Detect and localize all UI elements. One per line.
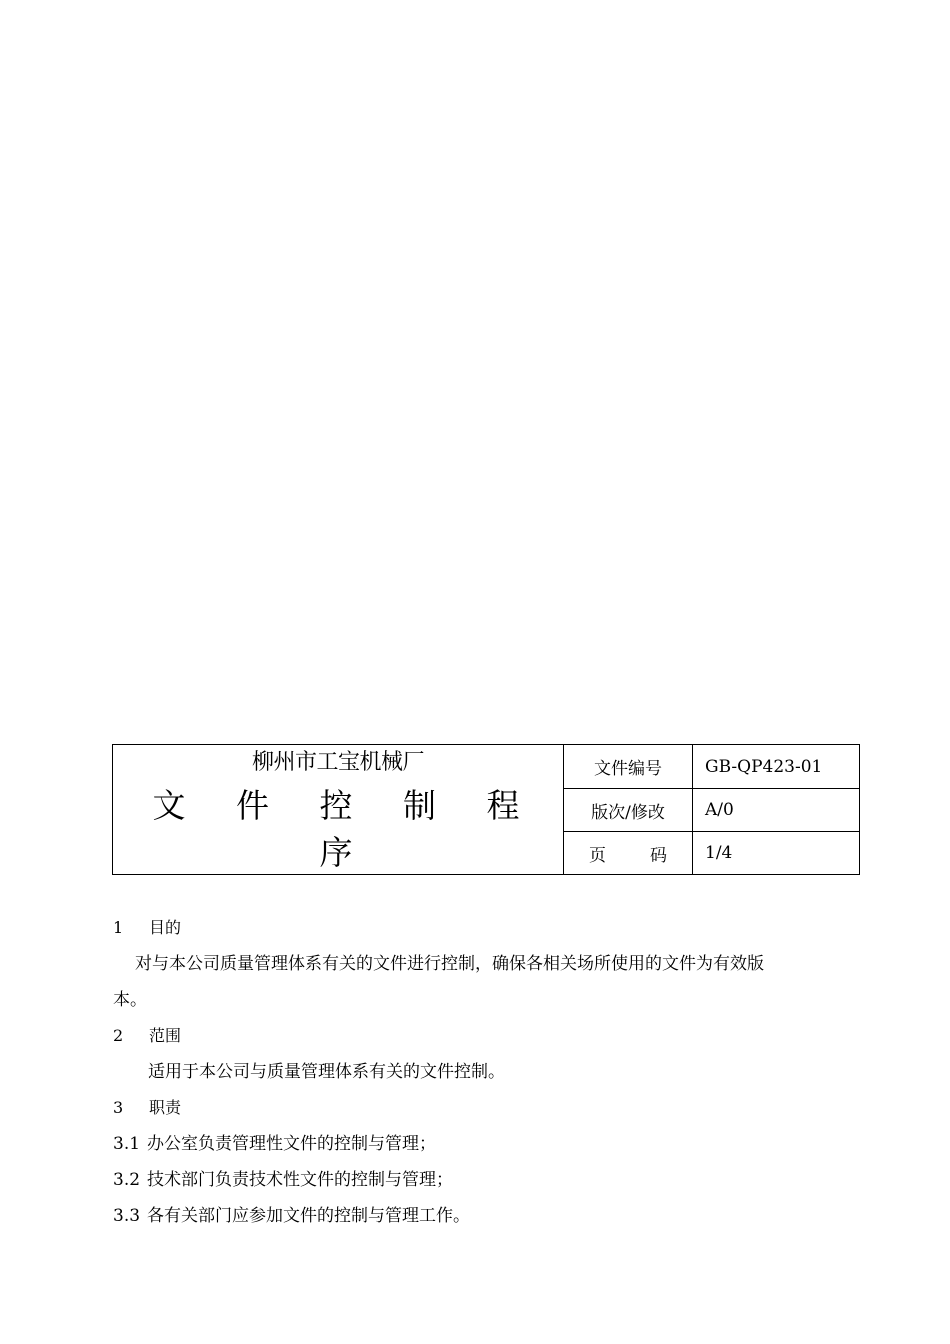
document-body — [113, 910, 861, 1234]
section-number: 2 — [113, 1026, 124, 1045]
section-heading-responsibility — [113, 1090, 861, 1126]
item-number: 3.3 — [113, 1206, 141, 1226]
revision-value: A/0 — [693, 789, 860, 832]
item-number: 3.1 — [113, 1134, 141, 1154]
document-header-table — [112, 744, 860, 875]
section-heading-purpose — [113, 910, 861, 946]
responsibility-item — [113, 1126, 861, 1162]
doc-number-label: 文件编号 — [564, 745, 693, 789]
doc-number-value: GB-QP423-01 — [693, 745, 860, 789]
purpose-body-line1: 对与本公司质量管理体系有关的文件进行控制，确保各相关场所使用的文件为有效版 — [135, 954, 764, 974]
responsibility-item — [113, 1198, 861, 1234]
item-text: 技术部门负责技术性文件的控制与管理； — [147, 1170, 453, 1190]
document-title: 文 件 控 制 程 序 — [152, 786, 540, 872]
responsibility-item — [113, 1162, 861, 1198]
page-label — [564, 832, 693, 875]
section-title: 职责 — [149, 1098, 182, 1117]
scope-body: 适用于本公司与质量管理体系有关的文件控制。 — [148, 1062, 505, 1082]
company-name: 柳州市工宝机械厂 — [251, 750, 424, 775]
company-title-cell — [113, 745, 564, 875]
page-label-right: 码 — [650, 845, 667, 866]
purpose-body-line2: 本。 — [113, 990, 147, 1010]
section-title: 范围 — [149, 1026, 182, 1045]
section-number: 1 — [113, 918, 124, 937]
item-text: 各有关部门应参加文件的控制与管理工作。 — [147, 1206, 470, 1226]
section-title: 目的 — [149, 918, 182, 937]
page-label-left: 页 — [589, 845, 606, 866]
page-value: 1/4 — [693, 832, 860, 875]
revision-label: 版次/修改 — [564, 789, 693, 832]
item-text: 办公室负责管理性文件的控制与管理； — [147, 1134, 436, 1154]
item-number: 3.2 — [113, 1170, 141, 1190]
section-heading-scope — [113, 1018, 861, 1054]
section-number: 3 — [113, 1098, 124, 1117]
